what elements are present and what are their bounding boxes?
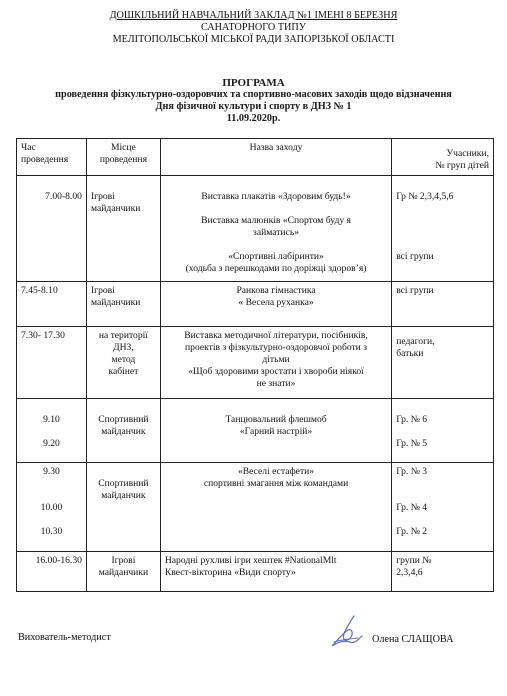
header-participants-label-1: Учасники, <box>446 148 489 159</box>
program-title: ПРОГРАМА <box>222 77 285 89</box>
row-4-event-line-1: Танцювальний флешмоб <box>225 414 327 425</box>
row-5-place <box>86 463 160 552</box>
institution-line-1: ДОШКІЛЬНИЙ НАВЧАЛЬНИЙ ЗАКЛАД №1 ІМЕНІ 8 БЕРЕЗНЯ <box>109 10 398 21</box>
row-6-participants-line-2: 2,3,4,6 <box>396 567 423 578</box>
row-1-place <box>86 176 160 282</box>
row-5-participants-a: Гр. № 3 <box>396 466 428 477</box>
header-place-label-2: проведення <box>99 154 147 165</box>
row-1-time-text: 7.00-8.00 <box>45 191 82 202</box>
row-6-place <box>86 552 160 592</box>
row-6-participants <box>392 552 494 592</box>
row-3-place-line-3: метод <box>111 354 136 365</box>
row-1-place-line-1: Ігрові <box>90 191 115 202</box>
row-5-time-b: 10.00 <box>40 502 63 513</box>
signer-name: Олена СЛАЩОВА <box>372 634 454 645</box>
row-3-event-line-3: дітьми <box>262 354 290 365</box>
row-3-place-line-4: кабінет <box>108 366 139 377</box>
row-4-event-line-2: «Гарний настрій» <box>239 426 313 437</box>
signer-position: Вихователь-методист <box>18 632 111 643</box>
institution-line-3: МЕЛІТОПОЛЬСЬКОЇ МІСЬКОЇ РАДИ ЗАПОРІЗЬКОЇ ОБЛАСТІ <box>112 34 395 45</box>
program-occasion: Дня фізичної культури і спорту в ДНЗ № 1 <box>155 101 352 112</box>
row-5-place-line-1: Спортивний <box>98 478 149 489</box>
row-2-place <box>86 282 160 327</box>
row-3-place <box>86 327 160 399</box>
row-1-participants <box>392 176 494 282</box>
header-time-label-1: Час <box>21 142 36 153</box>
row-2-event-line-2: « Весела руханка» <box>238 297 314 308</box>
row-5-participants-c: Гр. № 2 <box>396 526 428 537</box>
row-5-event-line-1: «Веселі естафети» <box>237 466 315 477</box>
row-1-event-b-line-2: займатись» <box>253 227 300 238</box>
row-4-participants-b: Гр. № 5 <box>396 438 428 449</box>
row-4-event <box>160 399 391 463</box>
row-5-time <box>17 463 87 552</box>
table-row <box>17 282 494 327</box>
header-time-label-2: проведення <box>21 154 69 165</box>
row-5-time-a: 9.30 <box>43 466 60 477</box>
row-5-event <box>160 463 391 552</box>
row-3-participants-line-1: педагоги, <box>396 336 435 347</box>
row-3-participants-line-2: батьки <box>396 348 424 359</box>
row-3-event <box>160 327 391 399</box>
row-2-event-line-1: Ранкова гімнастика <box>236 285 316 296</box>
row-2-time: 7.45-8.10 <box>17 282 87 327</box>
row-2-place-line-2: майданчики <box>90 297 141 308</box>
program-subtitle: проведення фізкультурно-оздоровчих та спортивно-масових заходів щодо відзначення <box>55 89 452 100</box>
row-3-time: 7.30- 17.30 <box>17 327 87 399</box>
row-1-time <box>17 176 87 282</box>
row-5-time-c: 10.30 <box>40 526 63 537</box>
row-4-time <box>17 399 87 463</box>
header-place-label-1: Місце <box>110 142 136 153</box>
row-4-time-a: 9.10 <box>43 414 60 425</box>
row-4-place-line-1: Спортивний <box>98 414 149 425</box>
table-header-row <box>17 139 494 176</box>
row-6-place-line-2: майданчики <box>98 567 149 578</box>
row-5-event-line-2: спортивні змагання між командами <box>203 478 349 489</box>
program-table <box>16 138 494 592</box>
row-6-place-line-1: Ігрові <box>111 555 136 566</box>
row-1-place-line-2: майданчики <box>90 203 141 214</box>
header-event-label: Назва заходу <box>249 142 303 153</box>
row-1-event-c-line-2: (ходьба з перешкодами по доріжці здоров’я) <box>185 263 367 274</box>
header-participants-label-2: № груп дітей <box>435 160 489 171</box>
row-6-event-line-1: Народні рухливі ігри хештек #NationalMlt <box>164 555 337 566</box>
table-row <box>17 327 494 399</box>
program-title-block <box>0 77 507 125</box>
row-1-event-b-line-1: Виставка малюнків «Спортом буду я <box>201 215 351 226</box>
row-5-participants-b: Гр. № 4 <box>396 502 428 513</box>
institution-header <box>0 10 507 46</box>
row-4-place-line-2: майданчик <box>101 426 146 437</box>
row-6-participants-line-1: групи № <box>396 555 432 566</box>
table-row <box>17 552 494 592</box>
row-3-place-line-1: на території <box>98 330 148 341</box>
row-1-event-a: Виставка плакатів «Здоровим будь!» <box>201 191 351 202</box>
row-3-event-line-5: не знати» <box>256 378 296 389</box>
row-3-event-line-1: Виставка методичної літератури, посібників, <box>184 330 368 341</box>
table-row <box>17 463 494 552</box>
program-date: 11.09.2020р. <box>226 113 281 124</box>
signature-image <box>324 612 368 652</box>
row-4-participants <box>392 399 494 463</box>
row-1-participants-a: Гр № 2,3,4,5,6 <box>396 191 454 202</box>
header-participants <box>392 139 494 176</box>
row-1-participants-b: всі групи <box>396 251 434 262</box>
row-1-event <box>160 176 391 282</box>
row-6-time: 16.00-16.30 <box>17 552 87 592</box>
header-place <box>86 139 160 176</box>
row-4-place <box>86 399 160 463</box>
row-3-event-line-2: проектів з фізкультурно-оздоровчої роботи з <box>185 342 368 353</box>
row-4-participants-a: Гр. № 6 <box>396 414 428 425</box>
row-6-event-line-2: Квест-вікторина «Види спорту» <box>164 567 296 578</box>
row-4-time-b: 9.20 <box>43 438 60 449</box>
row-3-event-line-4: «Щоб здоровими зростати і хвороби ніякої <box>188 366 364 377</box>
row-5-participants <box>392 463 494 552</box>
row-2-participants: всі групи <box>392 282 494 327</box>
header-time <box>17 139 87 176</box>
table-row <box>17 176 494 282</box>
table-row <box>17 399 494 463</box>
row-3-place-line-2: ДНЗ, <box>113 342 134 353</box>
row-1-event-c-line-1: «Спортивні лабіринти» <box>228 251 324 262</box>
row-5-place-line-2: майданчик <box>101 490 146 501</box>
header-event <box>160 139 391 176</box>
row-2-event <box>160 282 391 327</box>
row-3-participants <box>392 327 494 399</box>
institution-line-2: САНАТОРНОГО ТИПУ <box>201 22 306 33</box>
row-6-event <box>160 552 391 592</box>
row-2-place-line-1: Ігрові <box>90 285 115 296</box>
